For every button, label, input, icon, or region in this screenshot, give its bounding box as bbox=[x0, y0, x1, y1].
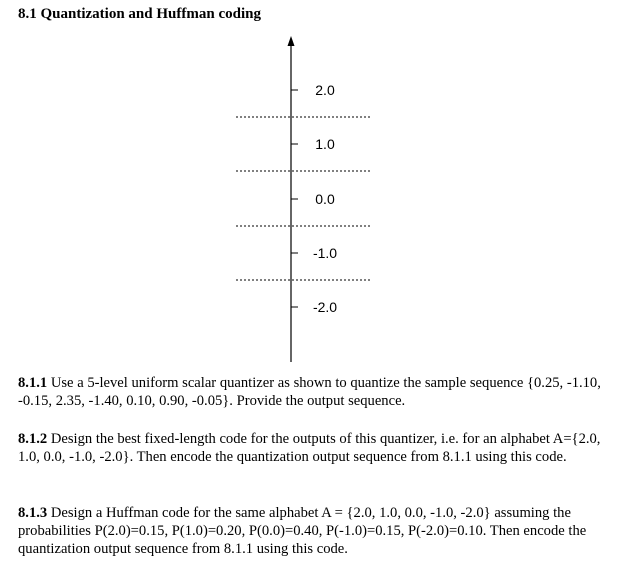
level-label: -2.0 bbox=[312, 299, 338, 315]
problem-text: Design a Huffman code for the same alphabet A = {2.0, 1.0, 0.0, -1.0, -2.0} assuming the probabilities P(2.0)=0.15, P(1.0)=0.20, P(0.0)=0.40, P(-1.0)=0.15, P(-2.0)=0.10. Then encode the quantization output sequence from 8.1.1 using this code. bbox=[18, 505, 587, 557]
level-label: 0.0 bbox=[315, 191, 335, 207]
level-label: 1.0 bbox=[315, 136, 335, 152]
problem-number: 8.1.2 bbox=[18, 431, 48, 447]
problem-number: 8.1.1 bbox=[18, 375, 48, 391]
problem-number: 8.1.3 bbox=[18, 505, 48, 521]
section-title: 8.1 Quantization and Huffman coding bbox=[18, 6, 261, 22]
problem-8-1-3 bbox=[18, 504, 608, 558]
level-label: 2.0 bbox=[315, 82, 335, 98]
level-label: -1.0 bbox=[312, 245, 338, 261]
problem-8-1-1 bbox=[18, 374, 608, 410]
axis-arrow-icon bbox=[288, 36, 295, 46]
problem-8-1-2 bbox=[18, 430, 608, 466]
problem-text: Design the best fixed-length code for the outputs of this quantizer, i.e. for an alphabet A={2.0, 1.0, 0.0, -1.0, -2.0}. Then encode the quantization output sequence from 8.1.1 using this code. bbox=[18, 431, 601, 465]
problem-text: Use a 5-level uniform scalar quantizer as shown to quantize the sample sequence {0.25, -1.10, -0.15, 2.35, -1.40, 0.10, 0.90, -0.05}. Provide the output sequence. bbox=[18, 375, 601, 409]
